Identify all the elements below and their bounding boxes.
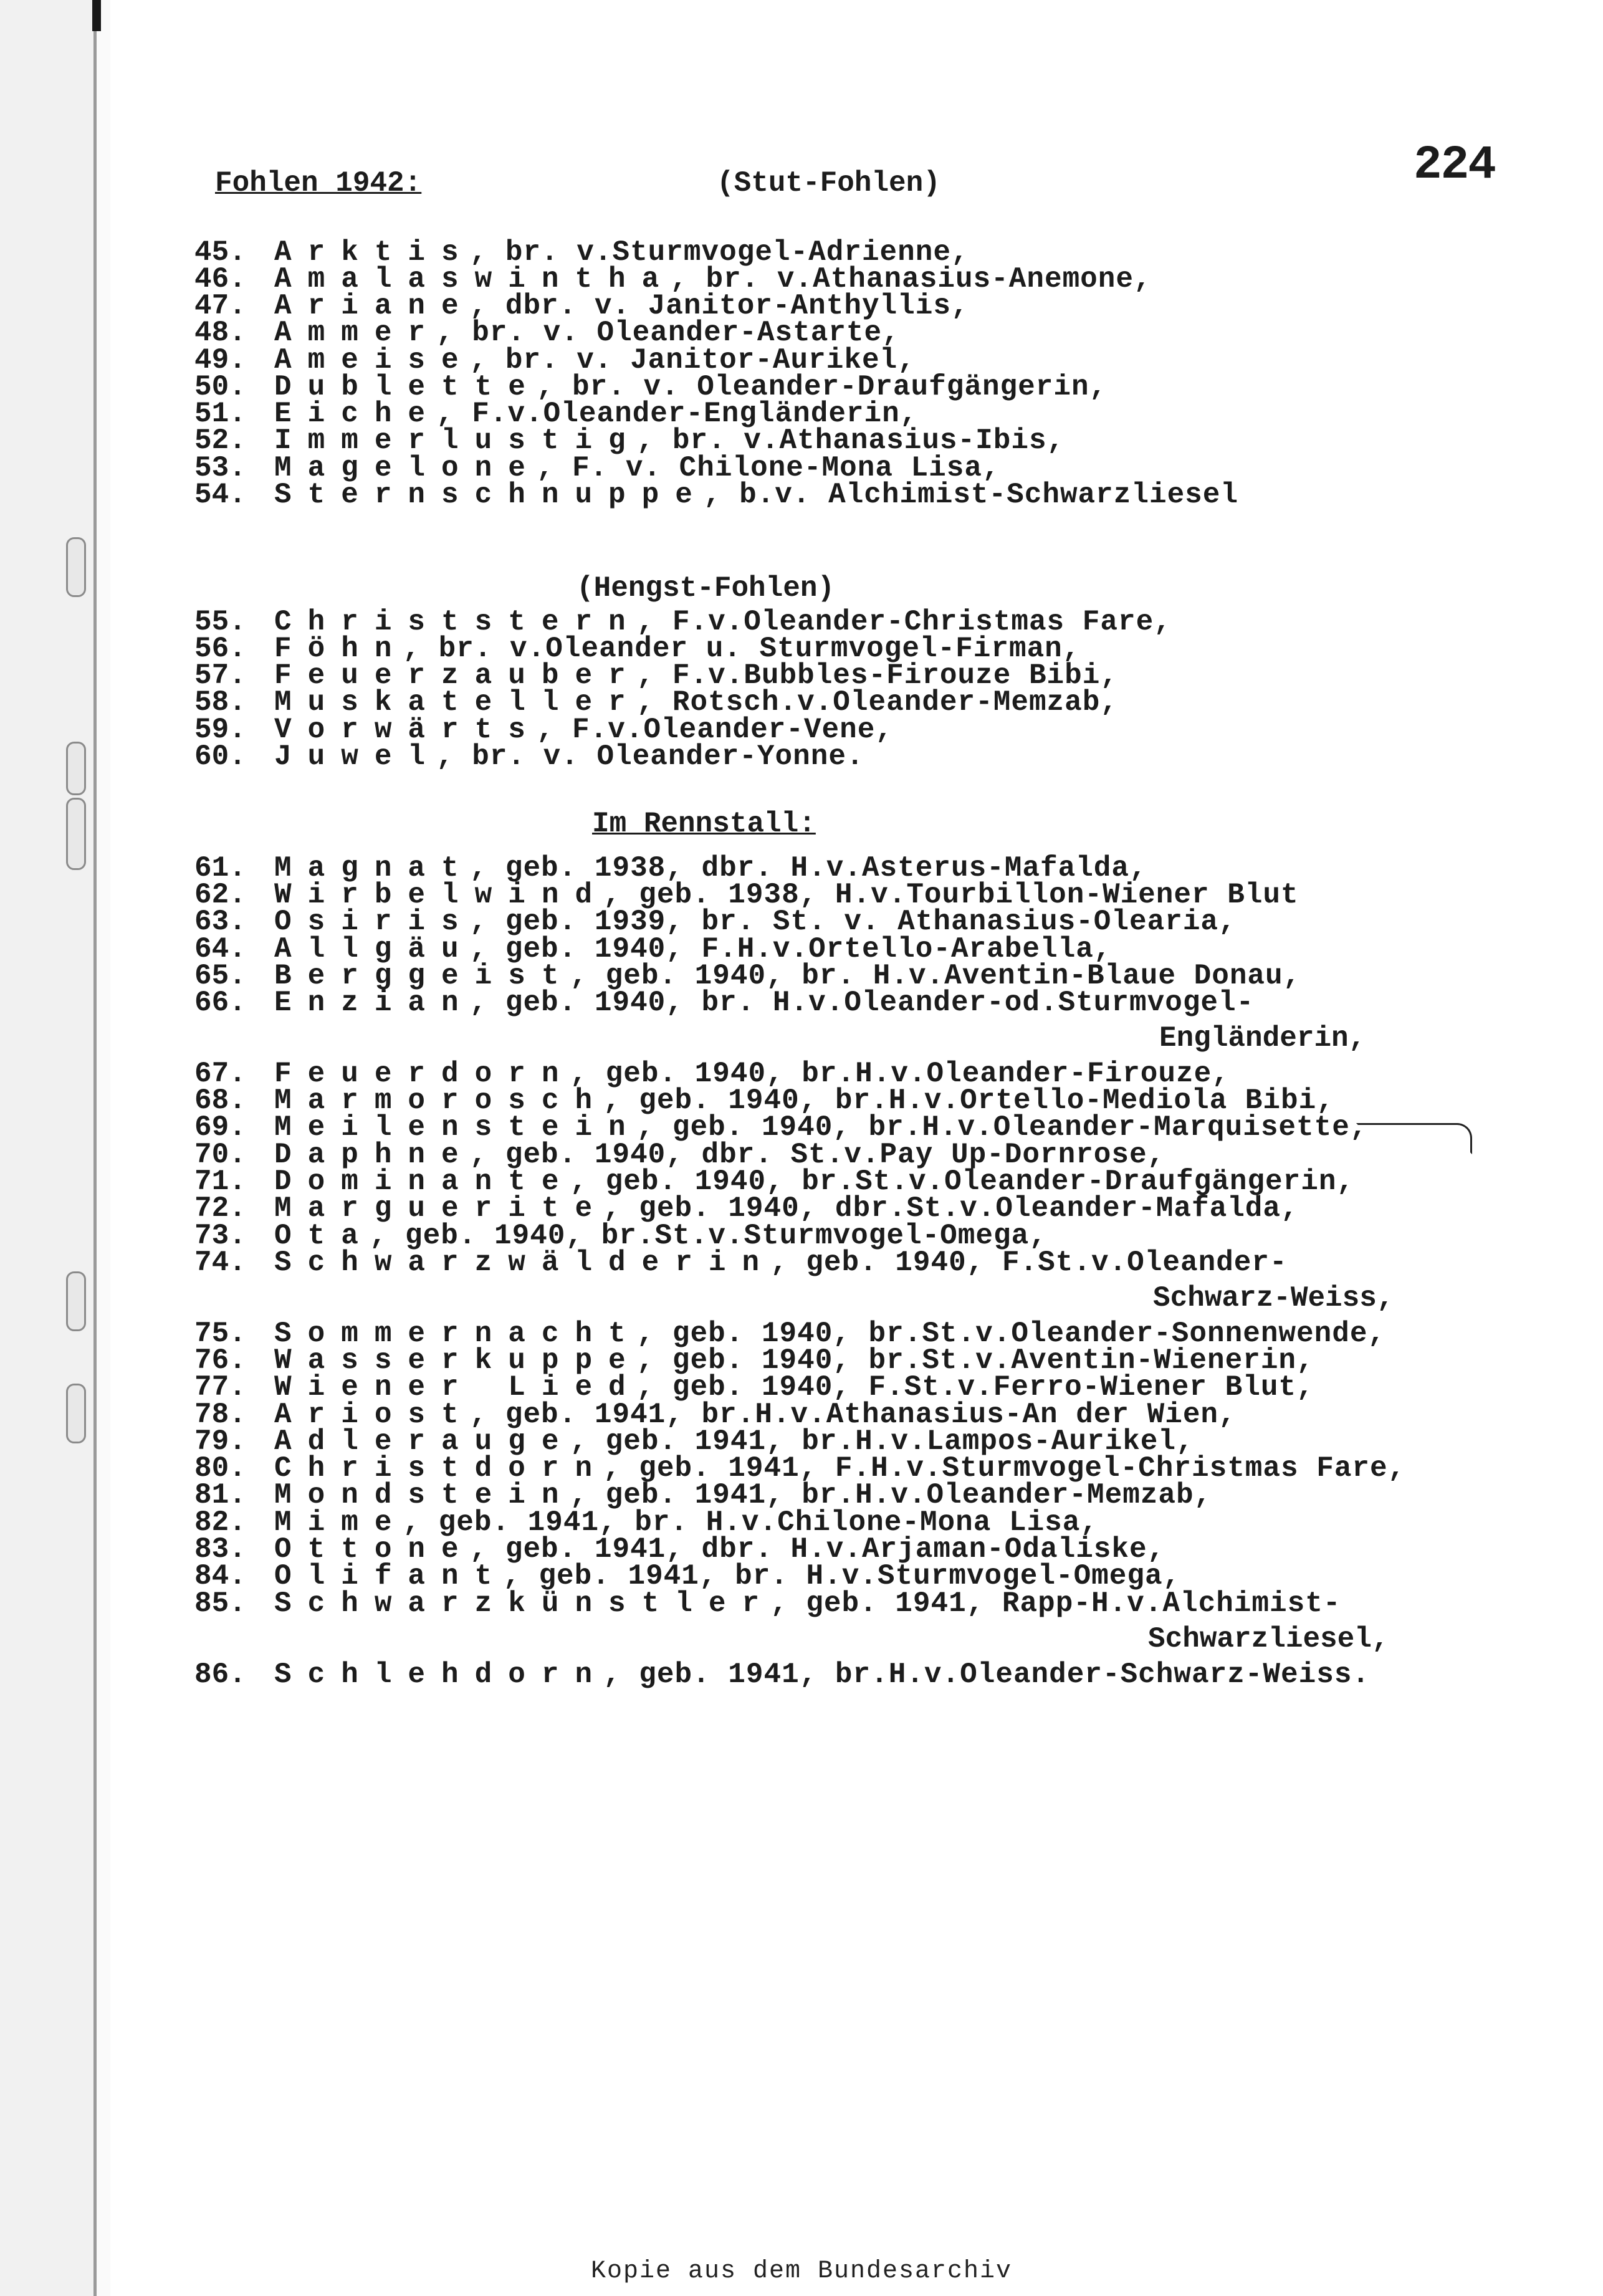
horse-details: , br. v. Oleander-Draufgängerin, (536, 371, 1108, 403)
horse-entry (194, 988, 1254, 1017)
entry-number: 76. (194, 1344, 246, 1377)
horse-details: , dbr. v. Janitor-Anthyllis, (469, 290, 969, 322)
horse-name: Eiche (274, 398, 442, 430)
horse-details: , geb. 1940, dbr. St.v.Pay Up-Dornrose, (469, 1139, 1165, 1171)
horse-name: Allgäu (274, 933, 475, 965)
horse-details: , br. v. Oleander-Astarte, (436, 317, 900, 349)
punch-hole (66, 1384, 86, 1443)
binding-shadow (97, 0, 110, 2296)
entry-number: 72. (194, 1192, 246, 1225)
horse-name: Mime (274, 1506, 408, 1539)
horse-details-continued: Schwarz-Weiss, (1153, 1282, 1394, 1314)
horse-name: Föhn (274, 633, 408, 665)
horse-details: , geb. 1940, F.H.v.Ortello-Arabella, (469, 933, 1112, 965)
entry-number: 79. (194, 1425, 246, 1458)
entry-number: 58. (194, 686, 246, 719)
horse-name: Enzian (274, 987, 475, 1019)
horse-details: , geb. 1940, br.H.v.Ortello-Mediola Bibi, (603, 1084, 1334, 1117)
horse-name: Berggeist (274, 960, 575, 992)
entry-number: 71. (194, 1165, 246, 1198)
horse-entry (194, 1660, 1370, 1689)
horse-details: , geb. 1941, br. H.v.Sturmvogel-Omega, (503, 1560, 1181, 1592)
horse-name: Olifant (274, 1560, 509, 1592)
page-number: 224 (1414, 138, 1495, 192)
binding-corner-mark (92, 0, 101, 31)
horse-details: , br. v.Sturmvogel-Adrienne, (469, 236, 969, 269)
entry-number: 46. (194, 263, 246, 295)
entry-number: 56. (194, 633, 246, 665)
punch-hole (66, 1271, 86, 1331)
horse-details: , geb. 1940, br. H.v.Aventin-Blaue Donau, (570, 960, 1301, 992)
horse-details: , geb. 1940, br.St.v.Oleander-Sonnenwende, (636, 1318, 1386, 1350)
horse-entry (194, 1248, 1288, 1277)
horse-details: , geb. 1940, br.St.v.Aventin-Wienerin, (636, 1344, 1314, 1377)
entry-number: 81. (194, 1479, 246, 1511)
horse-details: , geb. 1941, dbr. H.v.Arjaman-Odaliske, (469, 1533, 1165, 1566)
entry-number: 64. (194, 933, 246, 965)
horse-details: , geb. 1940, br.St.v.Sturmvogel-Omega, (369, 1220, 1047, 1252)
horse-name: Immerlustig (274, 424, 642, 457)
punch-hole (66, 537, 86, 597)
horse-details: , geb. 1940, br.St.v.Oleander-Draufgängerin, (570, 1165, 1355, 1198)
horse-name: Mondstein (274, 1479, 575, 1511)
horse-details: , Rotsch.v.Oleander-Memzab, (636, 686, 1118, 719)
horse-entry (194, 688, 1118, 717)
horse-entry (194, 907, 1237, 936)
horse-name: Adlerauge (274, 1425, 575, 1458)
horse-name: Wirbelwind (274, 879, 609, 911)
horse-name: Marmorosch (274, 1084, 609, 1117)
horse-name: Ariane (274, 290, 475, 322)
horse-name: Ottone (274, 1533, 475, 1566)
section-hengst-fohlen: (Hengst-Fohlen) (577, 572, 835, 605)
entry-number: 62. (194, 879, 246, 911)
horse-name: Ota (274, 1220, 375, 1252)
horse-name: Arktis (274, 236, 475, 269)
horse-details: , F. v. Chilone-Mona Lisa, (536, 452, 1000, 484)
heading-fohlen: Fohlen 1942: (215, 167, 422, 199)
horse-details: , F.v.Oleander-Christmas Fare, (636, 606, 1172, 638)
punch-hole (66, 742, 86, 795)
horse-entry (194, 1113, 1367, 1142)
horse-details: , br. v.Athanasius-Ibis, (636, 424, 1065, 457)
horse-details: , geb. 1941, br.H.v.Athanasius-An der Wien, (469, 1399, 1237, 1431)
entry-number: 85. (194, 1587, 246, 1620)
entry-number: 54. (194, 479, 246, 511)
entry-number: 67. (194, 1058, 246, 1090)
horse-name: Schwarzkünstler (274, 1587, 776, 1620)
horse-name: Ammer (274, 317, 442, 349)
entry-number: 53. (194, 452, 246, 484)
horse-details: , geb. 1939, br. St. v. Athanasius-Olearia, (469, 906, 1237, 938)
entry-number: 51. (194, 398, 246, 430)
horse-name: Daphne (274, 1139, 475, 1171)
entry-number: 68. (194, 1084, 246, 1117)
horse-entry (194, 1562, 1180, 1590)
horse-name: Sommernacht (274, 1318, 642, 1350)
horse-details: , F.v.Oleander-Vene, (536, 714, 893, 746)
horse-name: Wiener Lied (274, 1371, 642, 1404)
horse-name: Dublette (274, 371, 542, 403)
entry-number: 65. (194, 960, 246, 992)
horse-name: Ariost (274, 1399, 475, 1431)
horse-name: Feuerzauber (274, 659, 642, 692)
horse-details: , geb. 1938, H.v.Tourbillon-Wiener Blut (603, 879, 1299, 911)
horse-details: , br. v. Oleander-Yonne. (436, 740, 864, 773)
entry-number: 86. (194, 1658, 246, 1691)
horse-name: Christdorn (274, 1452, 609, 1485)
handwritten-bracket (1356, 1123, 1472, 1154)
horse-entry (194, 318, 900, 347)
horse-name: Marguerite (274, 1192, 609, 1225)
horse-entry (194, 742, 864, 771)
entry-number: 61. (194, 852, 246, 884)
horse-name: Schlehdorn (274, 1658, 609, 1691)
horse-details: , geb. 1940, F.St.v.Ferro-Wiener Blut, (636, 1371, 1314, 1404)
horse-details: , geb. 1940, br.H.v.Oleander-Marquisette, (636, 1111, 1368, 1144)
horse-name: Ameise (274, 344, 475, 376)
horse-name: Feuerdorn (274, 1058, 575, 1090)
horse-details: , F.v.Bubbles-Firouze Bibi, (636, 659, 1118, 692)
entry-number: 45. (194, 236, 246, 269)
horse-entry (194, 426, 1065, 455)
horse-entry (194, 1373, 1314, 1402)
binding-strip (0, 0, 93, 2296)
horse-name: Dominante (274, 1165, 575, 1198)
entry-number: 48. (194, 317, 246, 349)
entry-number: 50. (194, 371, 246, 403)
section-rennstall: Im Rennstall: (592, 808, 816, 840)
horse-details: , geb. 1940, br.H.v.Oleander-Firouze, (570, 1058, 1230, 1090)
horse-entry (194, 1194, 1299, 1223)
horse-details: , geb. 1940, br. H.v.Oleander-od.Sturmvogel- (469, 987, 1255, 1019)
horse-details: , geb. 1938, dbr. H.v.Asterus-Mafalda, (469, 852, 1147, 884)
entry-number: 59. (194, 714, 246, 746)
horse-name: Magelone (274, 452, 542, 484)
punch-hole (66, 798, 86, 870)
horse-details-continued: Engländerin, (1159, 1022, 1366, 1055)
horse-details: , geb. 1941, F.H.v.Sturmvogel-Christmas Fare, (603, 1452, 1406, 1485)
entry-number: 70. (194, 1139, 246, 1171)
horse-name: Sternschnuppe (274, 479, 709, 511)
entry-number: 74. (194, 1246, 246, 1279)
entry-number: 69. (194, 1111, 246, 1144)
horse-details: , geb. 1941, br.H.v.Lampos-Aurikel, (570, 1425, 1194, 1458)
horse-name: Amalaswintha (274, 263, 676, 295)
horse-name: Vorwärts (274, 714, 542, 746)
horse-name: Christstern (274, 606, 642, 638)
entry-number: 82. (194, 1506, 246, 1539)
entry-number: 63. (194, 906, 246, 938)
horse-name: Wasserkuppe (274, 1344, 642, 1377)
entry-number: 66. (194, 987, 246, 1019)
entry-number: 73. (194, 1220, 246, 1252)
horse-details-continued: Schwarzliesel, (1148, 1623, 1389, 1655)
heading-stut-fohlen: (Stut-Fohlen) (717, 167, 940, 199)
horse-details: , geb. 1941, Rapp-H.v.Alchimist- (770, 1587, 1341, 1620)
entry-number: 49. (194, 344, 246, 376)
entry-number: 47. (194, 290, 246, 322)
horse-details: , F.v.Oleander-Engländerin, (436, 398, 918, 430)
horse-details: , b.v. Alchimist-Schwarzliesel (703, 479, 1238, 511)
entry-number: 78. (194, 1399, 246, 1431)
horse-name: Osiris (274, 906, 475, 938)
horse-name: Juwel (274, 740, 442, 773)
horse-details: , geb. 1941, br.H.v.Oleander-Memzab, (570, 1479, 1212, 1511)
entry-number: 75. (194, 1318, 246, 1350)
archive-footer: Kopie aus dem Bundesarchiv (590, 2257, 1013, 2285)
horse-details: , br. v.Oleander u. Sturmvogel-Firman, (403, 633, 1081, 665)
entry-number: 80. (194, 1452, 246, 1485)
horse-entry (194, 1481, 1212, 1509)
horse-name: Schwarzwälderin (274, 1246, 776, 1279)
horse-details: , geb. 1940, dbr.St.v.Oleander-Mafalda, (603, 1192, 1299, 1225)
entry-number: 77. (194, 1371, 246, 1404)
horse-entry (194, 1589, 1341, 1618)
horse-name: Muskateller (274, 686, 642, 719)
entry-number: 55. (194, 606, 246, 638)
entry-number: 83. (194, 1533, 246, 1566)
horse-name: Magnat (274, 852, 475, 884)
horse-details: , geb. 1941, br. H.v.Chilone-Mona Lisa, (403, 1506, 1098, 1539)
horse-details: , geb. 1941, br.H.v.Oleander-Schwarz-Weiss. (603, 1658, 1371, 1691)
horse-details: , br. v.Athanasius-Anemone, (670, 263, 1152, 295)
horse-details: , br. v. Janitor-Aurikel, (469, 344, 916, 376)
horse-name: Meilenstein (274, 1111, 642, 1144)
horse-entry (194, 481, 1238, 509)
entry-number: 52. (194, 424, 246, 457)
entry-number: 84. (194, 1560, 246, 1592)
entry-number: 60. (194, 740, 246, 773)
horse-details: , geb. 1940, F.St.v.Oleander- (770, 1246, 1288, 1279)
entry-number: 57. (194, 659, 246, 692)
